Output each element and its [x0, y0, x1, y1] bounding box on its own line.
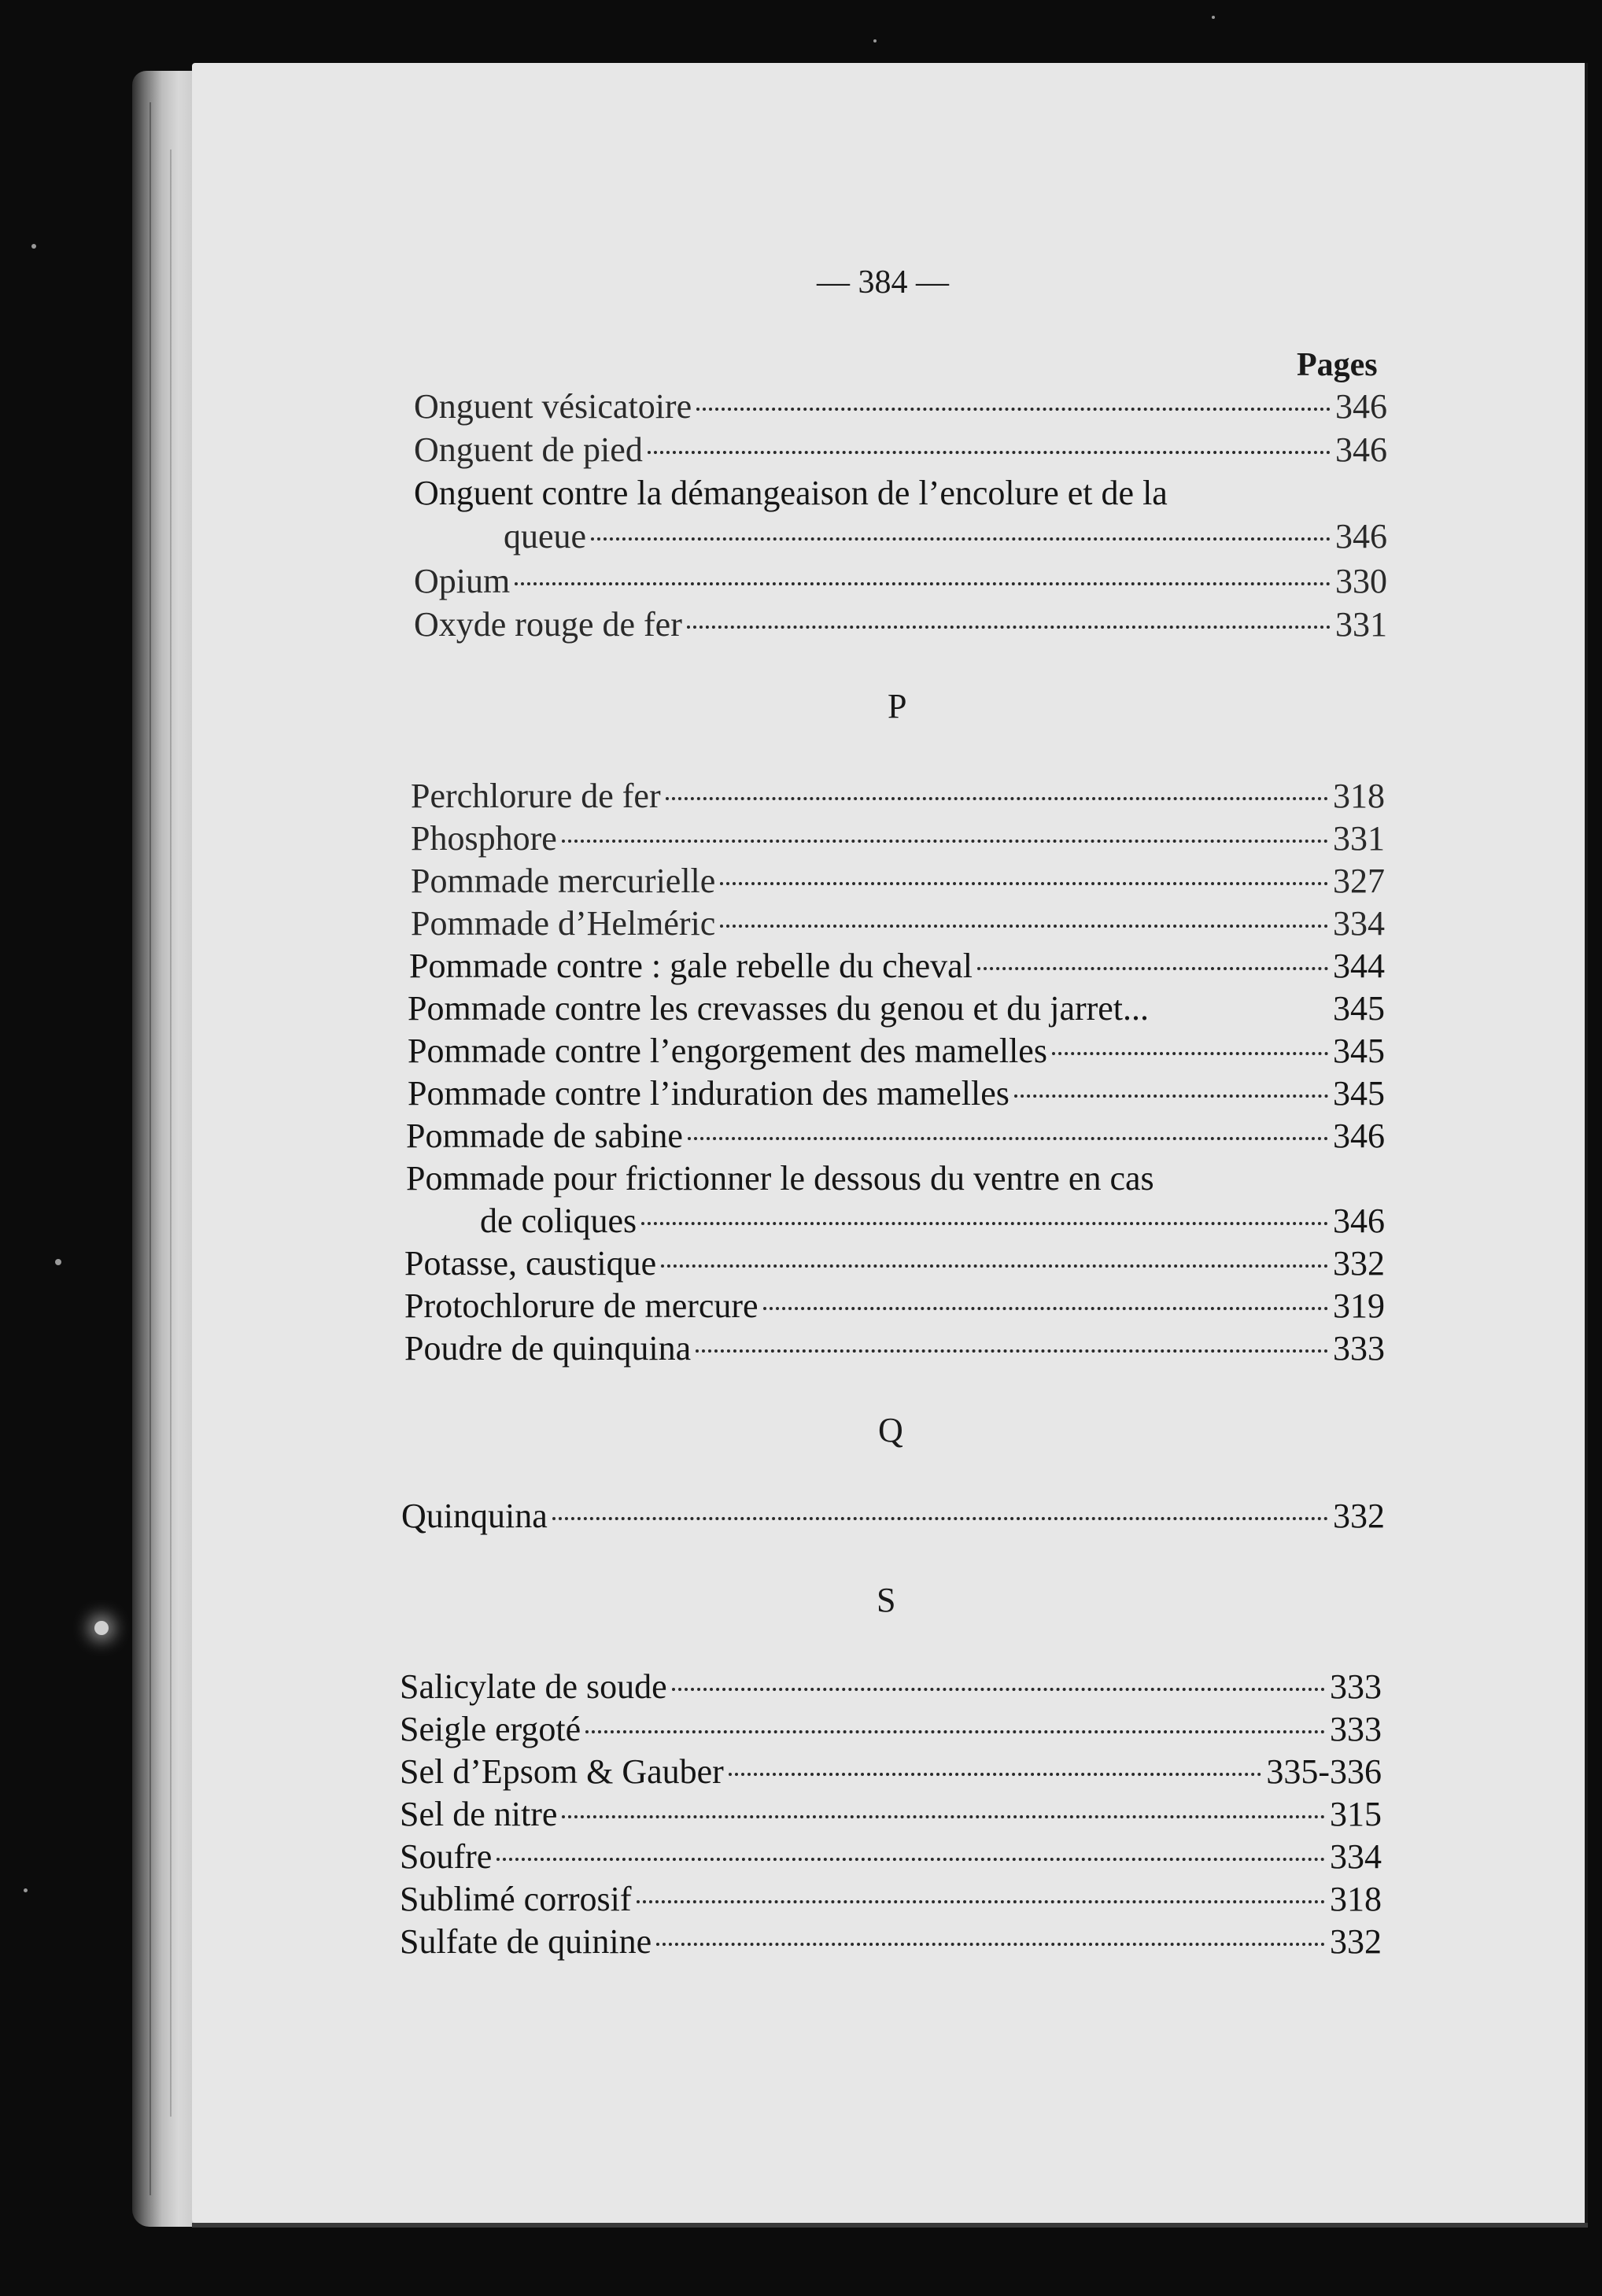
index-entry	[408, 1072, 1385, 1115]
entry-page: 331	[1335, 605, 1387, 644]
dot-leader	[729, 1773, 1262, 1776]
entry-label: Pommade pour frictionner le dessous du ventre en cas	[406, 1159, 1154, 1198]
entry-label: Opium	[414, 562, 511, 600]
scan-speck	[24, 1888, 28, 1892]
entry-label: Onguent contre la démangeaison de l’encolure et de la	[414, 474, 1168, 512]
page-bottom-shadow	[192, 2223, 1588, 2228]
entry-page: 333	[1330, 1710, 1382, 1748]
entry-page: 330	[1335, 562, 1387, 600]
dot-leader	[515, 582, 1331, 585]
dot-leader	[641, 1222, 1328, 1225]
entry-page: 315	[1330, 1795, 1382, 1833]
entry-page: 335-336	[1266, 1752, 1382, 1791]
index-entry	[404, 1327, 1385, 1370]
index-entry	[400, 1836, 1382, 1878]
index-entry	[400, 1751, 1382, 1793]
dot-leader	[672, 1688, 1325, 1691]
entry-page: 333	[1333, 1329, 1385, 1368]
entry-page: 346	[1335, 430, 1387, 469]
dot-leader	[1014, 1094, 1328, 1098]
entry-label: Seigle ergoté	[400, 1710, 581, 1748]
entry-label: Sel de nitre	[400, 1795, 558, 1833]
scan-speck	[1212, 16, 1215, 19]
dot-leader	[656, 1943, 1325, 1946]
index-entry	[400, 1921, 1382, 1963]
index-entry	[409, 945, 1385, 987]
entry-label: Phosphore	[411, 819, 557, 858]
dot-leader	[666, 797, 1328, 800]
page-edge	[1585, 63, 1588, 2223]
entry-label-continuation: de coliques	[480, 1202, 637, 1240]
section-letter-p: P	[888, 687, 907, 725]
dot-leader	[661, 1264, 1328, 1268]
spine-crease	[149, 102, 151, 2195]
entry-page: 344	[1333, 947, 1385, 985]
entry-label: Onguent vésicatoire	[414, 387, 692, 426]
entry-page: 332	[1333, 1497, 1385, 1535]
entry-page: 332	[1330, 1922, 1382, 1961]
book-spine	[132, 71, 198, 2227]
index-entry	[504, 515, 1387, 558]
index-entry	[401, 1495, 1385, 1537]
entry-page: 346	[1335, 517, 1387, 556]
entry-page: 319	[1333, 1286, 1385, 1325]
entry-label: Salicylate de soude	[400, 1667, 667, 1706]
dot-leader	[496, 1858, 1325, 1861]
entry-page: 346	[1335, 387, 1387, 426]
entry-label: Potasse, caustique	[404, 1244, 657, 1283]
dot-leader	[648, 451, 1331, 454]
index-entry	[408, 987, 1385, 1030]
entry-label: Pommade contre : gale rebelle du cheval	[409, 947, 973, 985]
dot-leader	[763, 1307, 1328, 1310]
entry-page: 331	[1333, 819, 1385, 858]
index-entry	[404, 1242, 1385, 1285]
dot-leader	[720, 882, 1328, 885]
entry-label: Pommade contre l’induration des mamelles	[408, 1074, 1010, 1113]
dot-leader	[562, 1815, 1325, 1818]
entry-page: 345	[1333, 1074, 1385, 1113]
entry-label: Sulfate de quinine	[400, 1922, 652, 1961]
index-entry	[406, 1115, 1385, 1157]
index-entry	[411, 818, 1385, 860]
entry-label: Pommade mercurielle	[411, 862, 716, 900]
section-letter-q: Q	[878, 1411, 903, 1449]
index-entry	[400, 1708, 1382, 1751]
entry-label: Protochlorure de mercure	[404, 1286, 759, 1325]
entry-page: 333	[1330, 1667, 1382, 1706]
entry-page: 327	[1333, 862, 1385, 900]
index-entry	[411, 860, 1385, 903]
index-entry	[414, 604, 1387, 646]
entry-label: Poudre de quinquina	[404, 1329, 692, 1368]
entry-page: 318	[1330, 1880, 1382, 1918]
entry-label-continuation: queue	[504, 517, 587, 556]
entry-page: 345	[1333, 1032, 1385, 1070]
index-entry	[400, 1793, 1382, 1836]
entry-label: Pommade contre l’engorgement des mamelles	[408, 1032, 1047, 1070]
entry-label: Oxyde rouge de fer	[414, 605, 682, 644]
dot-leader	[977, 967, 1328, 970]
dot-leader	[687, 626, 1331, 629]
entry-page: 334	[1333, 904, 1385, 943]
dot-leader	[720, 925, 1328, 928]
dot-leader	[585, 1730, 1325, 1733]
dot-leader	[552, 1517, 1328, 1520]
dot-leader	[562, 840, 1328, 843]
entry-label: Pommade de sabine	[406, 1117, 683, 1155]
index-entry	[414, 386, 1387, 428]
spine-crease	[170, 149, 172, 2117]
entry-label: Perchlorure de fer	[411, 777, 661, 815]
index-entry	[411, 903, 1385, 945]
index-entry	[414, 429, 1387, 471]
entry-label: Sublimé corrosif	[400, 1880, 632, 1918]
index-entry	[411, 775, 1385, 818]
index-entry	[400, 1666, 1382, 1708]
index-entry	[408, 1030, 1385, 1072]
entry-page: 332	[1333, 1244, 1385, 1283]
scan-speck	[873, 39, 877, 42]
pages-column-header: Pages	[1297, 347, 1378, 383]
scan-speck	[31, 244, 36, 249]
dot-leader	[637, 1900, 1325, 1903]
entry-page: 346	[1333, 1202, 1385, 1240]
dot-leader	[1154, 1010, 1328, 1013]
entry-label: Onguent de pied	[414, 430, 643, 469]
index-entry	[480, 1200, 1385, 1242]
index-entry	[414, 560, 1387, 603]
scan-speck	[94, 1621, 109, 1635]
entry-label: Sel d’Epsom & Gauber	[400, 1752, 724, 1791]
scan-speck	[55, 1259, 61, 1265]
dot-leader	[1052, 1052, 1328, 1055]
index-entry	[400, 1878, 1382, 1921]
entry-page: 334	[1330, 1837, 1382, 1876]
section-letter-s: S	[877, 1581, 896, 1619]
entry-page: 346	[1333, 1117, 1385, 1155]
entry-label: Quinquina	[401, 1497, 548, 1535]
entry-page: 345	[1333, 989, 1385, 1028]
dot-leader	[591, 537, 1331, 541]
dot-leader	[696, 408, 1331, 411]
page-number: — 384 —	[817, 264, 949, 301]
index-entry	[404, 1285, 1385, 1327]
dot-leader	[696, 1349, 1328, 1353]
entry-label: Soufre	[400, 1837, 493, 1876]
entry-page: 318	[1333, 777, 1385, 815]
entry-label: Pommade contre les crevasses du genou et du jarret...	[408, 989, 1150, 1028]
entry-label: Pommade d’Helméric	[411, 904, 716, 943]
dot-leader	[688, 1137, 1328, 1140]
